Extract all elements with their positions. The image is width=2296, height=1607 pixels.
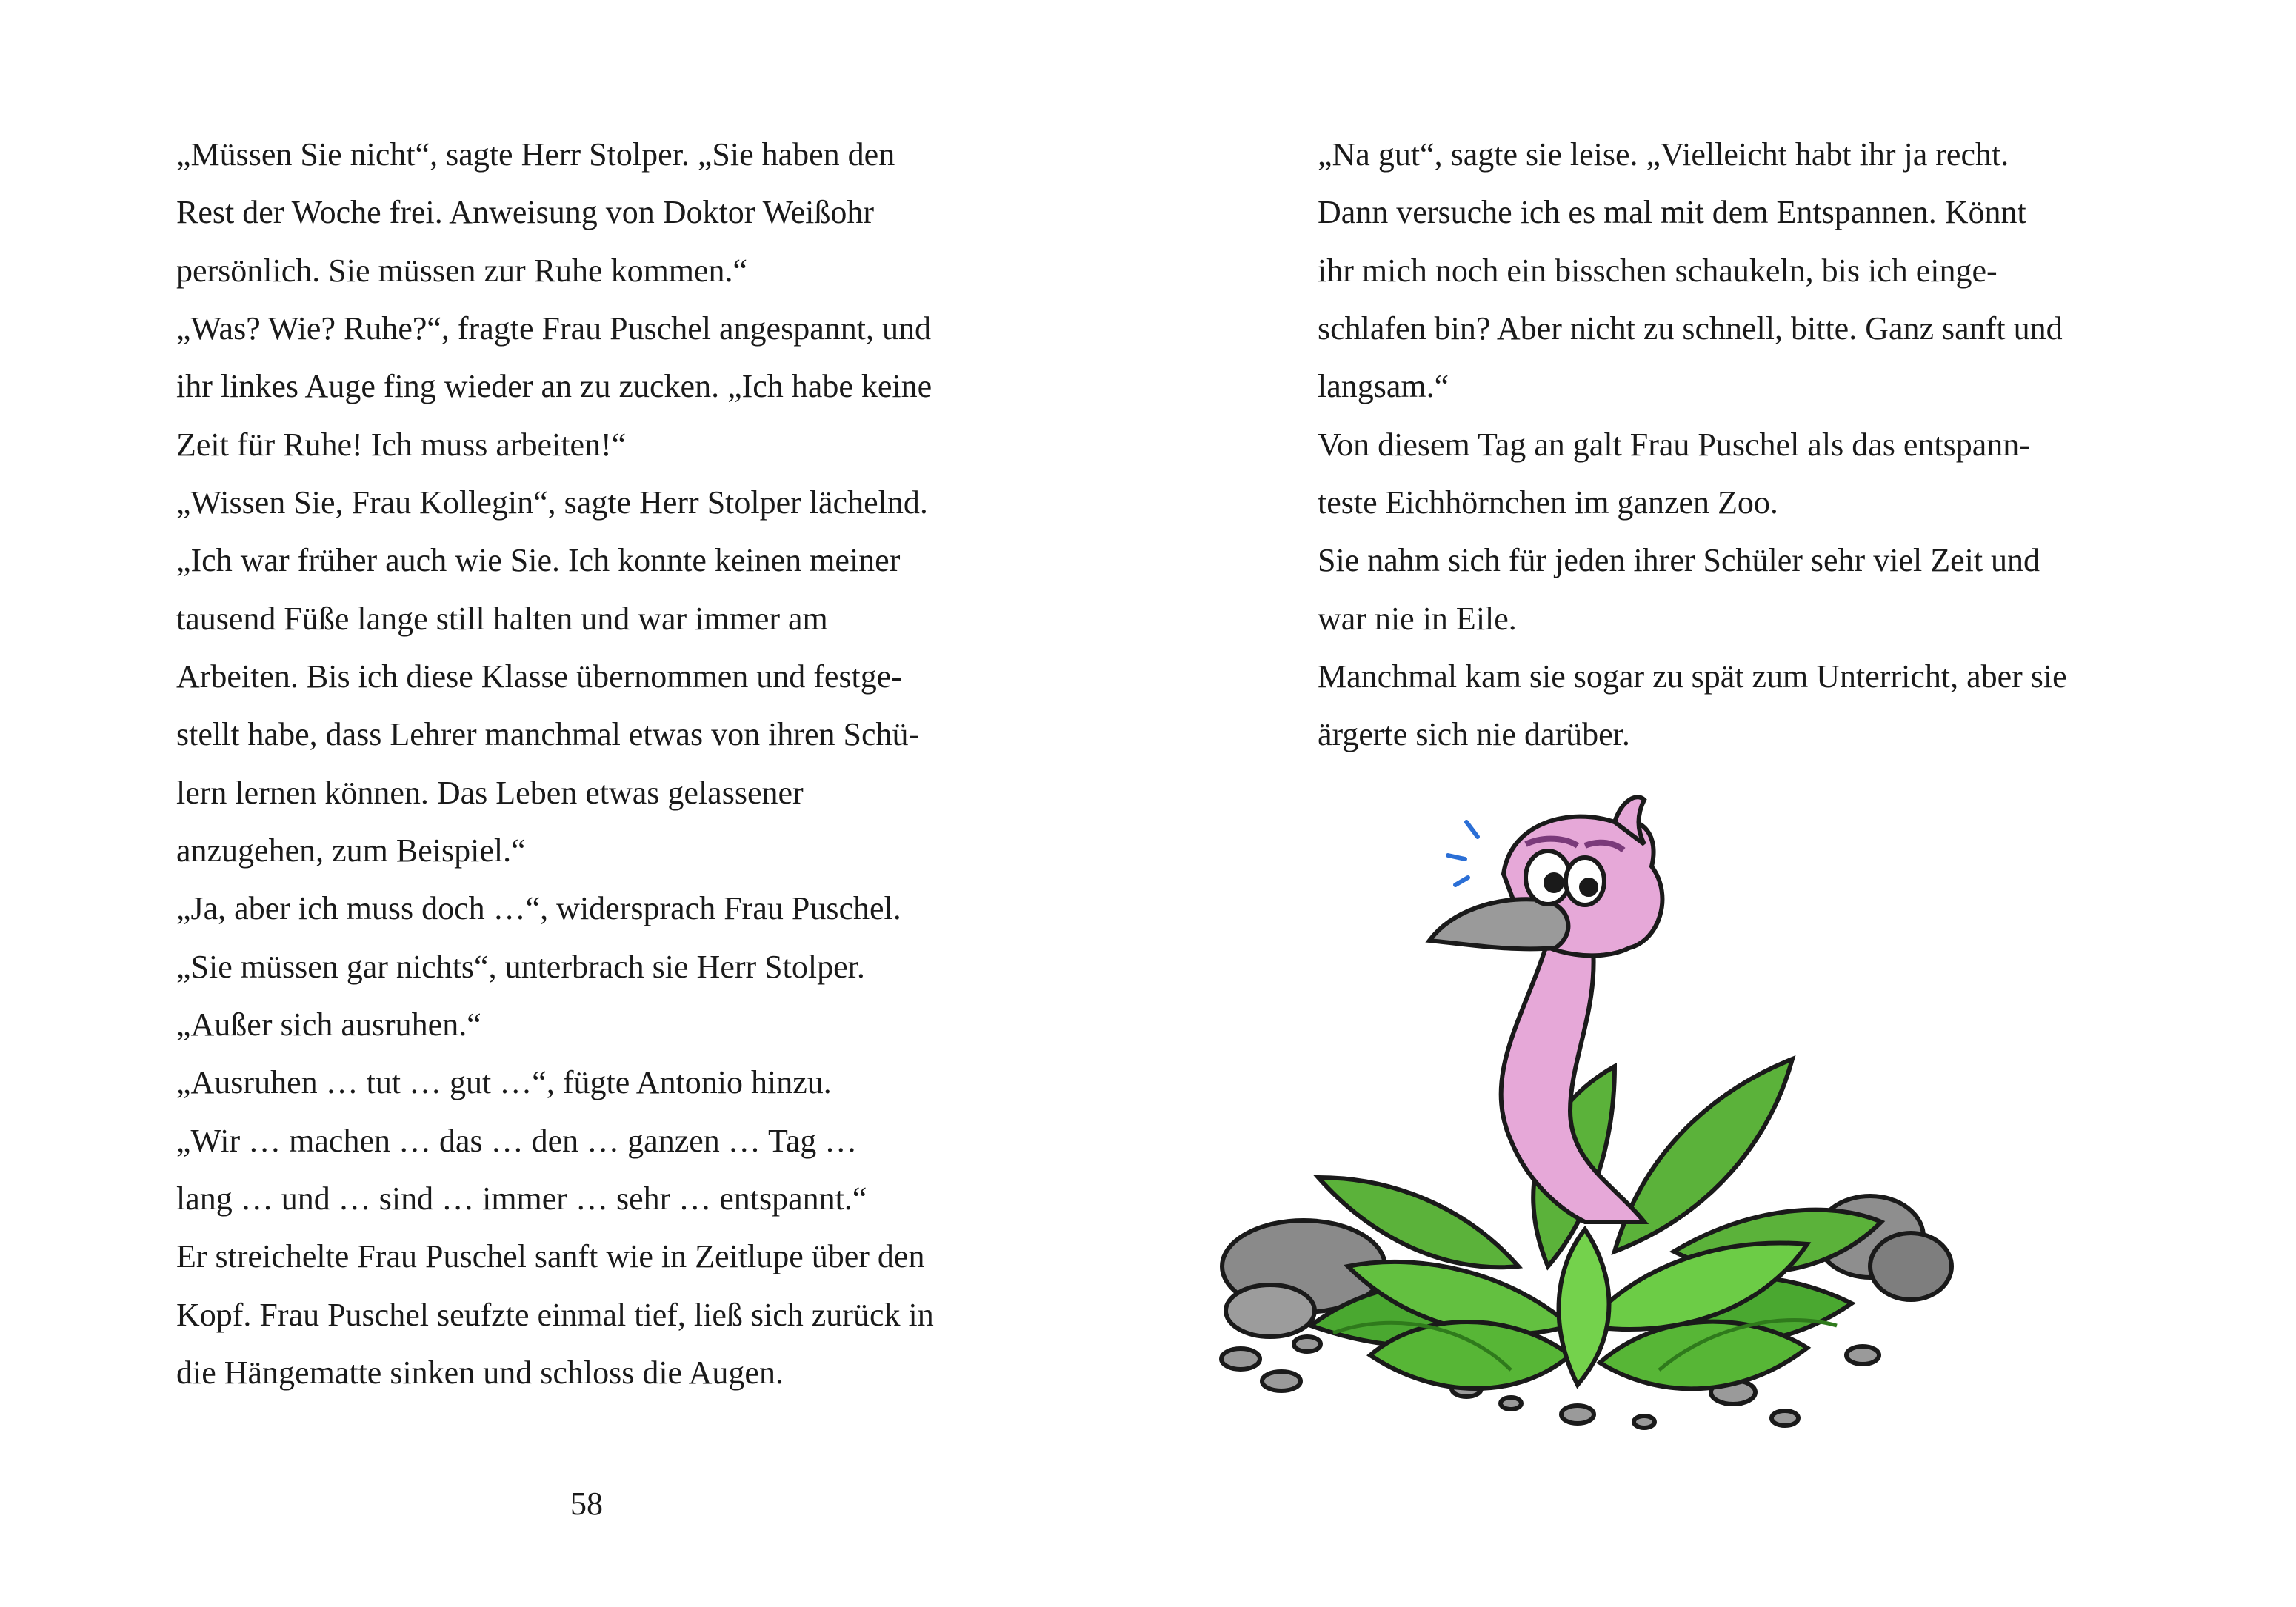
text-line: Sie nahm sich für jeden ihrer Schüler sehr viel Zeit und (1318, 542, 2040, 578)
text-line: „Sie müssen gar nichts“, unterbrach sie Herr Stolper. (176, 949, 865, 985)
text-line: anzugehen, zum Beispiel.“ (176, 832, 526, 869)
text-line: lang … und … sind … immer … sehr … entspannt.“ (176, 1180, 867, 1217)
nervous-marks (1448, 822, 1478, 885)
text-line: Er streichelte Frau Puschel sanft wie in Zeitlupe über den (176, 1238, 925, 1274)
text-line: ihr linkes Auge fing wieder an zu zucken. „Ich habe keine (176, 368, 932, 404)
text-line: persönlich. Sie müssen zur Ruhe kommen.“ (176, 253, 748, 289)
text-line: „Na gut“, sagte sie leise. „Vielleicht habt ihr ja recht. (1318, 136, 2009, 173)
text-line: stellt habe, dass Lehrer manchmal etwas von ihren Schü- (176, 716, 920, 752)
text-line: tausend Füße lange still halten und war immer am (176, 601, 828, 637)
flamingo-neck (1501, 941, 1644, 1222)
flamingo-head (1429, 797, 1662, 955)
text-line: „Ja, aber ich muss doch …“, widersprach Frau Puschel. (176, 890, 901, 926)
text-line: „Was? Wie? Ruhe?“, fragte Frau Puschel angespannt, und (176, 310, 931, 347)
text-line: langsam.“ (1318, 368, 1449, 404)
text-line: ihr mich noch ein bisschen schaukeln, bis ich einge- (1318, 253, 1998, 289)
text-line: Zeit für Ruhe! Ich muss arbeiten!“ (176, 427, 627, 463)
text-line: Rest der Woche frei. Anweisung von Doktor Weißohr (176, 194, 875, 230)
text-line: lern lernen können. Das Leben etwas gelassener (176, 775, 804, 811)
text-line: „Müssen Sie nicht“, sagte Herr Stolper. „Sie haben den (176, 136, 895, 173)
text-line: war nie in Eile. (1318, 601, 1517, 637)
text-line: Arbeiten. Bis ich diese Klasse übernommen und festge- (176, 658, 902, 695)
back-leaves (1318, 1059, 1881, 1272)
text-line: Dann versuche ich es mal mit dem Entspannen. Könnt (1318, 194, 2026, 230)
text-line: teste Eichhörnchen im ganzen Zoo. (1318, 484, 1778, 521)
flamingo-illustration (1200, 792, 1985, 1459)
text-line: Kopf. Frau Puschel seufzte einmal tief, ließ sich zurück in (176, 1297, 934, 1333)
text-line: schlafen bin? Aber nicht zu schnell, bitte. Ganz sanft und (1318, 310, 2063, 347)
page-number: 58 (570, 1486, 603, 1522)
text-line: Manchmal kam sie sogar zu spät zum Unterricht, aber sie (1318, 658, 2067, 695)
text-line: „Ausruhen … tut … gut …“, fügte Antonio hinzu. (176, 1064, 832, 1100)
text-line: „Außer sich ausruhen.“ (176, 1006, 481, 1043)
text-line: „Ich war früher auch wie Sie. Ich konnte keinen meiner (176, 542, 901, 578)
text-line: Von diesem Tag an galt Frau Puschel als das entspann- (1318, 427, 2030, 463)
front-leaves (1311, 1229, 1852, 1389)
text-line: ärgerte sich nie darüber. (1318, 716, 1630, 752)
text-line: „Wir … machen … das … den … ganzen … Tag … (176, 1123, 858, 1159)
text-line: „Wissen Sie, Frau Kollegin“, sagte Herr Stolper lächelnd. (176, 484, 928, 521)
text-line: die Hängematte sinken und schloss die Augen. (176, 1354, 784, 1391)
